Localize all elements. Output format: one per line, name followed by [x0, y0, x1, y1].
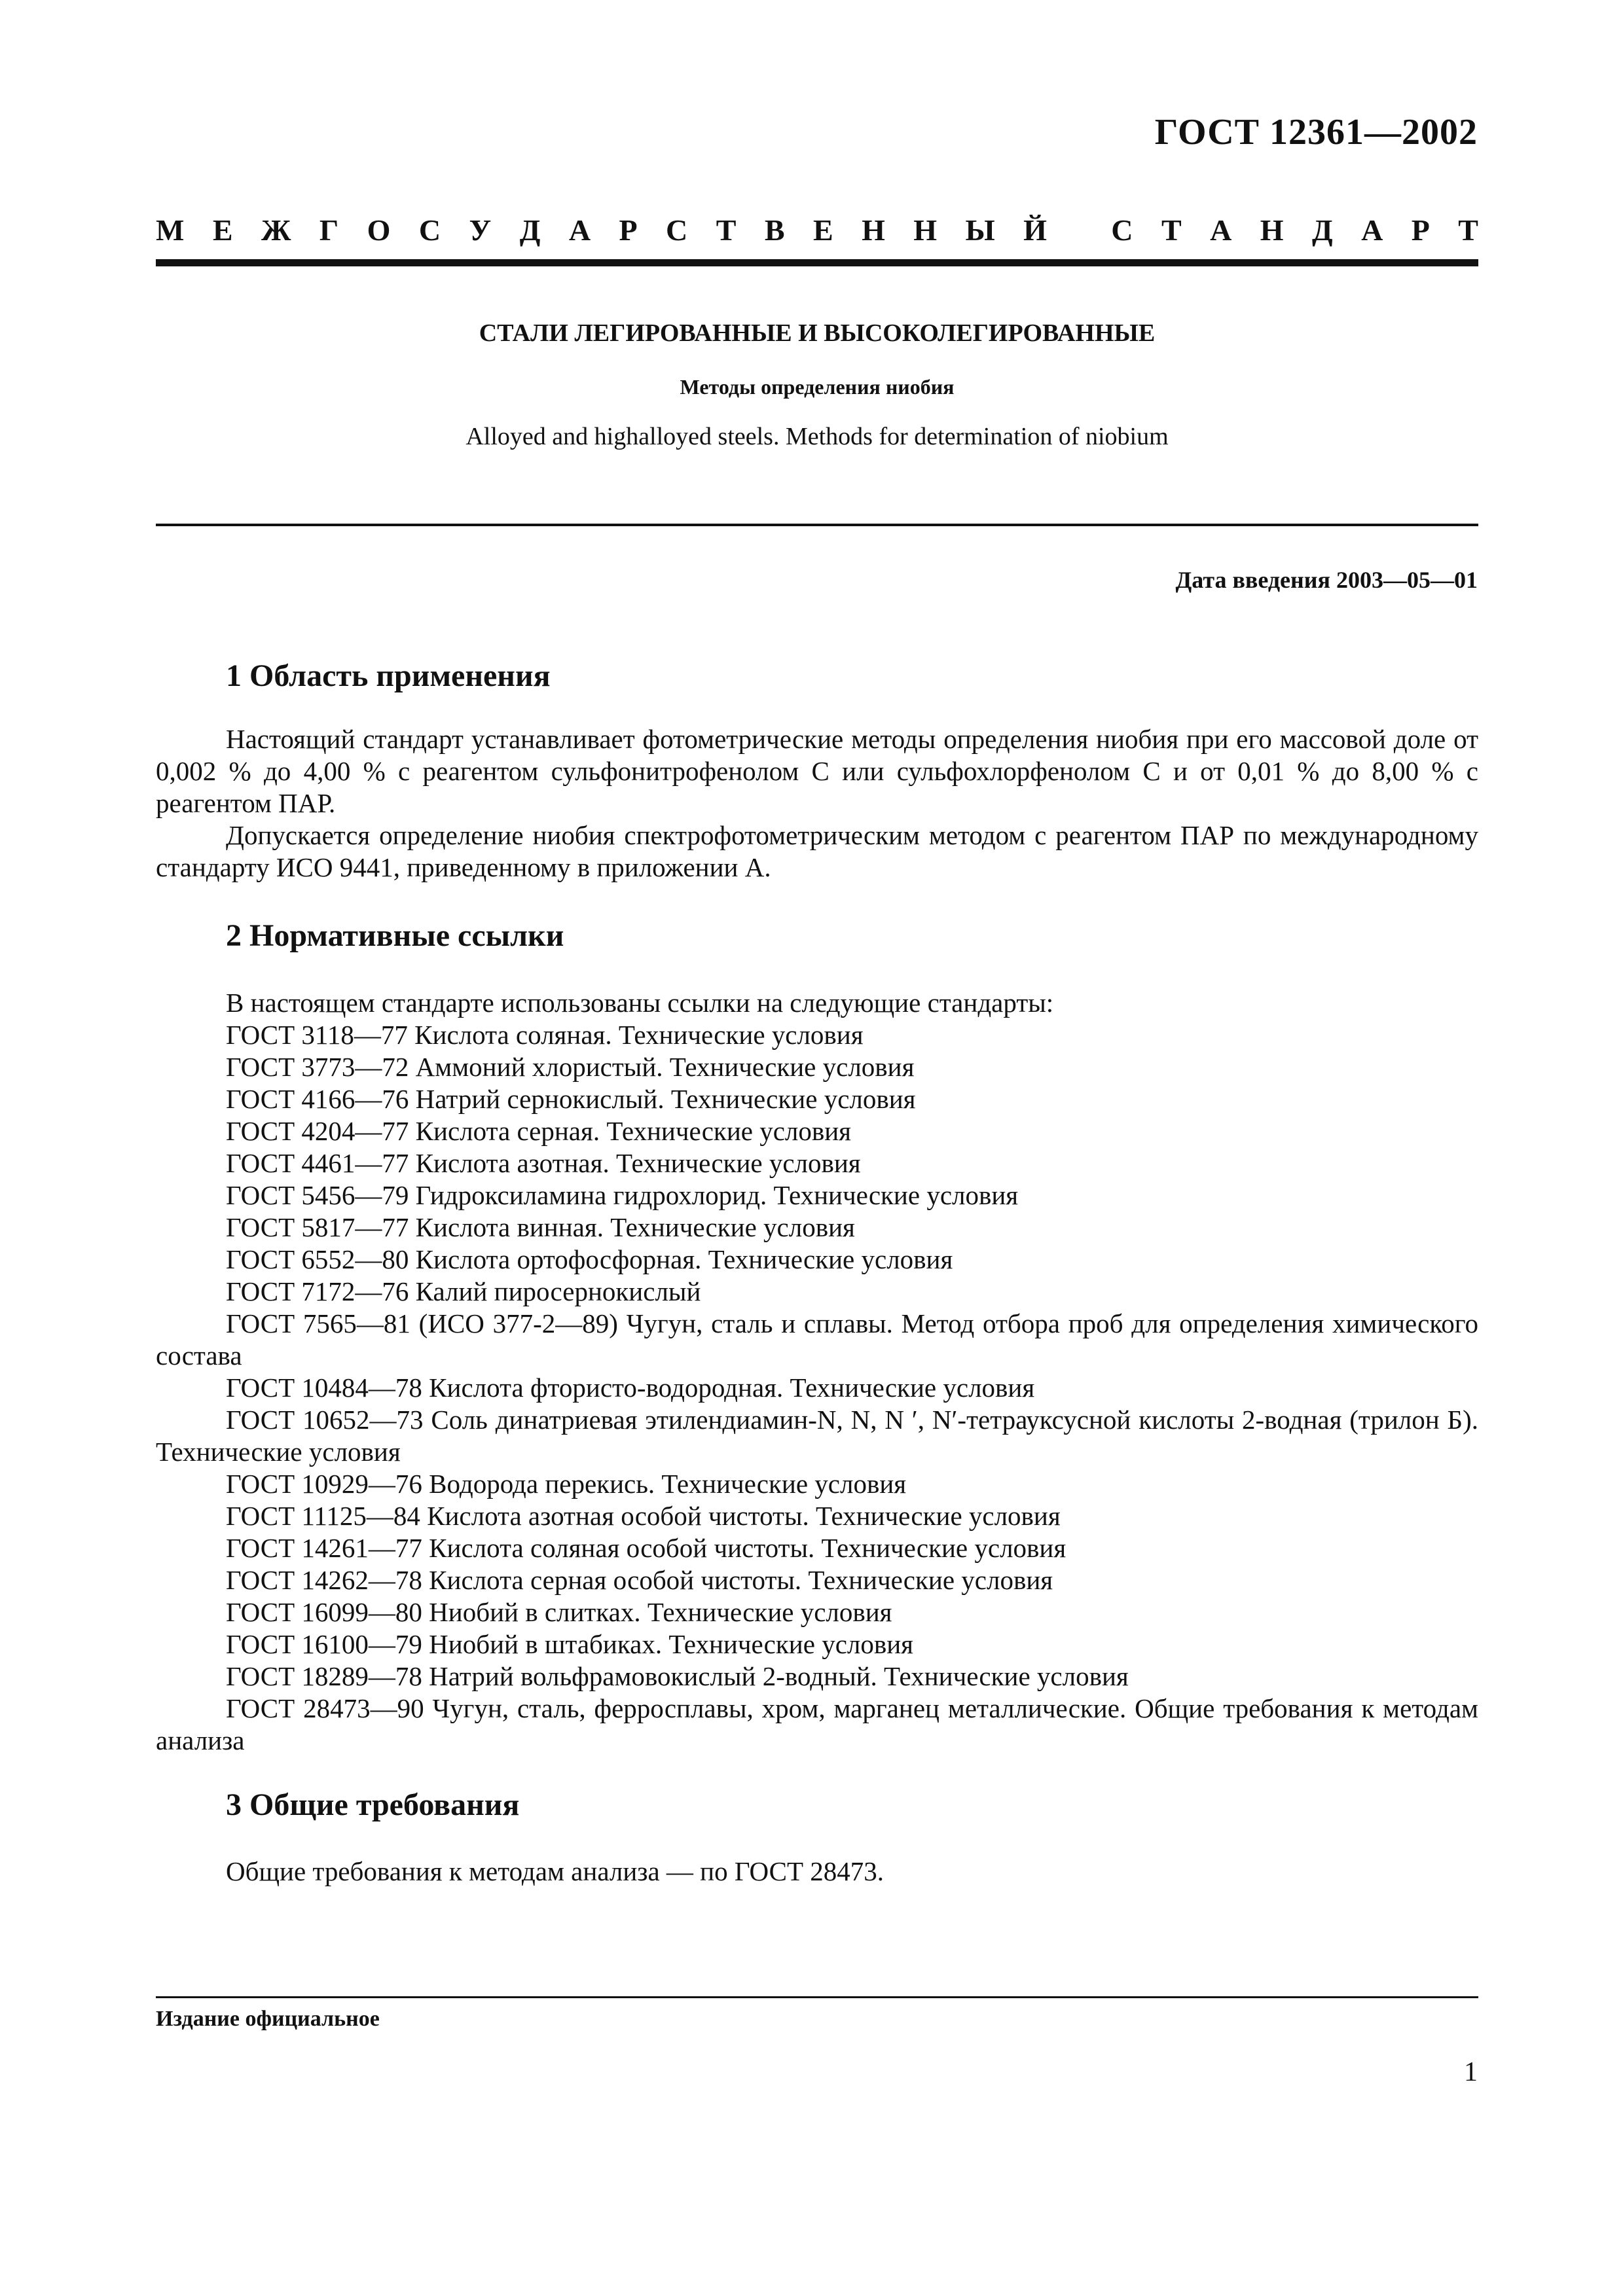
- standard-type-letter: Р: [1411, 213, 1430, 247]
- standard-type-letter: О: [367, 213, 391, 247]
- reference-item: ГОСТ 18289—78 Натрий вольфрамовокислый 2-водный. Технические условия: [226, 1661, 1129, 1691]
- document-title: СТАЛИ ЛЕГИРОВАННЫЕ И ВЫСОКОЛЕГИРОВАННЫЕ: [479, 319, 1156, 347]
- standard-type-letter: В: [764, 213, 785, 247]
- reference-item: ГОСТ 4461—77 Кислота азотная. Технические условия: [226, 1148, 861, 1178]
- title-divider-rule: [156, 524, 1478, 526]
- paragraph: Настоящий стандарт устанавливает фотометрические методы определения ниобия при его массовой доле от 0,002 % до 4,00 % с реагентом сульфонитрофенолом С или сульфохлорфенолом С и от 0,01 % до 8,00 % с реагентом ПАР.: [156, 724, 1478, 818]
- standard-type-letter: Д: [1311, 213, 1333, 247]
- reference-item: ГОСТ 10484—78 Кислота фтористо-водородная. Технические условия: [226, 1372, 1035, 1403]
- standard-type-letter: Ж: [261, 213, 291, 247]
- document-subtitle: Методы определения ниобия: [680, 375, 955, 399]
- reference-item: ГОСТ 3118—77 Кислота соляная. Технические условия: [226, 1020, 864, 1050]
- reference-item: ГОСТ 6552—80 Кислота ортофосфорная. Технические условия: [226, 1244, 953, 1274]
- document-title-english: Alloyed and highalloyed steels. Methods for determination of niobium: [465, 423, 1169, 450]
- paragraph: Допускается определение ниобия спектрофотометрическим методом с реагентом ПАР по международному стандарту ИСО 9441, приведенному в приложении А.: [156, 820, 1478, 882]
- standard-type-letter: А: [1210, 213, 1232, 247]
- reference-item: ГОСТ 4166—76 Натрий сернокислый. Технические условия: [226, 1084, 916, 1114]
- paragraph: Общие требования к методам анализа — по ГОСТ 28473.: [226, 1856, 884, 1886]
- section-1-body: [156, 723, 1478, 884]
- publication-note: Издание официальное: [156, 2007, 380, 2031]
- reference-item: ГОСТ 11125—84 Кислота азотная особой чистоты. Технические условия: [226, 1501, 1061, 1531]
- standard-type-letter: С: [1111, 213, 1133, 247]
- standard-type-letter: Т: [1161, 213, 1182, 247]
- standard-type-letter: Н: [913, 213, 938, 247]
- footer-rule: [156, 1996, 1478, 1998]
- standard-type-letter: Н: [1260, 213, 1284, 247]
- paragraph: В настоящем стандарте использованы ссылки на следующие стандарты:: [226, 988, 1054, 1018]
- reference-item: ГОСТ 3773—72 Аммоний хлористый. Технические условия: [226, 1052, 915, 1082]
- reference-item: ГОСТ 28473—90 Чугун, сталь, ферросплавы, хром, марганец металлические. Общие требования к методам анализа: [156, 1693, 1478, 1755]
- standard-type-letter: А: [1361, 213, 1383, 247]
- reference-item: ГОСТ 7565—81 (ИСО 377-2—89) Чугун, сталь и сплавы. Метод отбора проб для определения химического состава: [156, 1308, 1478, 1371]
- standard-type-letter: Н: [862, 213, 885, 247]
- standard-type-gap: [1075, 213, 1083, 247]
- section-3-heading: 3 Общие требования: [226, 1787, 520, 1822]
- reference-item: ГОСТ 14262—78 Кислота серная особой чистоты. Технические условия: [226, 1565, 1053, 1595]
- page-number: 1: [1464, 2057, 1478, 2087]
- standard-type-letter: Й: [1023, 213, 1047, 247]
- section-1-heading: 1 Область применения: [226, 658, 551, 693]
- standard-type-letter: Д: [519, 213, 541, 247]
- standard-type-letter: У: [469, 213, 492, 247]
- standard-type-letter: Г: [319, 213, 339, 247]
- section-2-body: [156, 987, 1478, 1757]
- header-thick-rule: [156, 259, 1478, 266]
- reference-item: ГОСТ 5817—77 Кислота винная. Технические условия: [226, 1212, 855, 1242]
- standard-type-letter: Ы: [965, 213, 995, 247]
- section-2-heading: 2 Нормативные ссылки: [226, 918, 564, 953]
- reference-item: ГОСТ 16100—79 Ниобий в штабиках. Технические условия: [226, 1629, 914, 1659]
- standard-type-letter: Р: [619, 213, 638, 247]
- gost-number: ГОСТ 12361—2002: [1154, 112, 1478, 152]
- reference-item: ГОСТ 4204—77 Кислота серная. Технические условия: [226, 1116, 852, 1146]
- standard-type-letter: С: [418, 213, 441, 247]
- standard-type-letter: М: [156, 213, 185, 247]
- normative-references-list: [156, 1019, 1478, 1757]
- standard-type-letter: С: [666, 213, 688, 247]
- standard-type-letter: Е: [812, 213, 833, 247]
- reference-item: ГОСТ 7172—76 Калий пиросернокислый: [226, 1276, 701, 1306]
- standard-type-letter: А: [568, 213, 591, 247]
- introduction-date: Дата введения 2003—05—01: [1175, 567, 1478, 593]
- reference-item: ГОСТ 5456—79 Гидроксиламина гидрохлорид. Технические условия: [226, 1180, 1019, 1210]
- section-3-body: [156, 1856, 1478, 1888]
- standard-type-letter: Т: [1458, 213, 1478, 247]
- reference-item: ГОСТ 16099—80 Ниобий в слитках. Технические условия: [226, 1597, 892, 1627]
- standard-type-letter: Е: [212, 213, 233, 247]
- standard-type-letter: Т: [716, 213, 737, 247]
- reference-item: ГОСТ 10652—73 Соль динатриевая этилендиамин-N, N, N ′, N′-тетрауксусной кислоты 2-водная (трилон Б). Технические условия: [156, 1405, 1478, 1467]
- standard-type-heading: [156, 213, 1478, 247]
- reference-item: ГОСТ 14261—77 Кислота соляная особой чистоты. Технические условия: [226, 1533, 1067, 1563]
- reference-item: ГОСТ 10929—76 Водорода перекись. Технические условия: [226, 1469, 907, 1499]
